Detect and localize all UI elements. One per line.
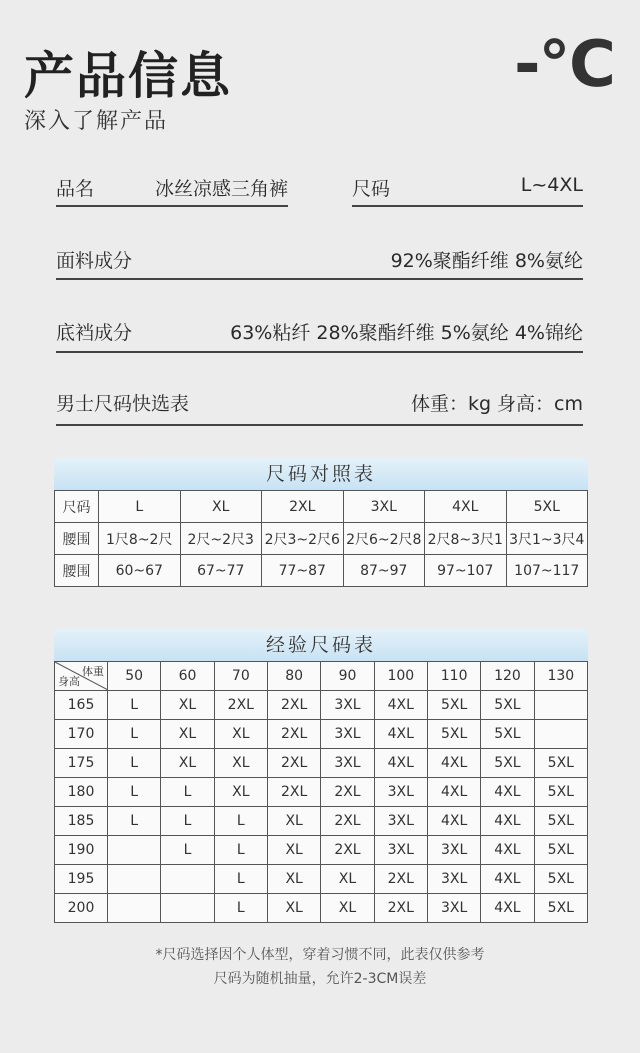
weight-header-cell: 110: [427, 662, 480, 691]
row-header-cell: 尺码: [55, 491, 99, 523]
fabric-label: 面料成分: [56, 250, 133, 272]
table-cell: 5XL: [534, 749, 587, 778]
corner-cell: [55, 662, 108, 691]
table-cell: 3尺1~3尺4: [506, 523, 588, 555]
table-cell: 4XL: [425, 491, 507, 523]
table-cell: XL: [267, 894, 320, 923]
table-cell: 2XL: [374, 865, 427, 894]
table-cell: XL: [267, 807, 320, 836]
guide-value: 体重：kg 身高：cm: [410, 393, 583, 415]
table-cell: XL: [321, 894, 374, 923]
height-header-cell: 165: [55, 691, 108, 720]
table-row: [55, 491, 588, 523]
table-row: [55, 894, 588, 923]
table-cell: L: [214, 807, 267, 836]
table-cell: 3XL: [321, 691, 374, 720]
info-row-guide: [56, 389, 583, 426]
table-cell: XL: [267, 865, 320, 894]
divider: [56, 205, 288, 207]
table-cell: 5XL: [534, 894, 587, 923]
table-cell: XL: [214, 749, 267, 778]
table-cell: L: [214, 836, 267, 865]
table-cell: 2XL: [321, 836, 374, 865]
table-cell: L: [161, 836, 214, 865]
table-cell: L: [161, 807, 214, 836]
table-cell: 4XL: [481, 836, 534, 865]
divider: [56, 278, 583, 280]
table-cell: 4XL: [481, 865, 534, 894]
table-cell: 2XL: [321, 807, 374, 836]
info-row-fabric: [56, 246, 583, 280]
table-cell: [161, 865, 214, 894]
table-row: [55, 865, 588, 894]
size-chart-title: 尺码对照表: [54, 458, 588, 490]
height-header-cell: 190: [55, 836, 108, 865]
table-row: [55, 720, 588, 749]
table-cell: XL: [180, 491, 262, 523]
fabric-value: 92%聚酯纤维 8%氨纶: [390, 250, 583, 272]
name-value: 冰丝凉感三角裤: [154, 178, 288, 200]
table-cell: 4XL: [427, 749, 480, 778]
table-cell: 2XL: [267, 778, 320, 807]
table-cell: 5XL: [481, 691, 534, 720]
table-row: [55, 555, 588, 587]
exp-chart-table: [54, 661, 588, 923]
table-cell: 5XL: [506, 491, 588, 523]
table-cell: 77~87: [262, 555, 344, 587]
page-title: 产品信息: [24, 47, 232, 105]
table-cell: 2尺3~2尺6: [262, 523, 344, 555]
height-header-cell: 195: [55, 865, 108, 894]
table-cell: 4XL: [374, 749, 427, 778]
table-cell: 5XL: [534, 807, 587, 836]
table-cell: 2尺~2尺3: [180, 523, 262, 555]
table-cell: 3XL: [427, 865, 480, 894]
row-header-cell: 腰围: [55, 555, 99, 587]
table-cell: L: [108, 807, 161, 836]
table-cell: 5XL: [534, 865, 587, 894]
weight-header-cell: 90: [321, 662, 374, 691]
table-cell: [108, 865, 161, 894]
height-header-cell: 185: [55, 807, 108, 836]
table-cell: 4XL: [427, 778, 480, 807]
table-cell: XL: [161, 720, 214, 749]
table-cell: 4XL: [481, 778, 534, 807]
name-label: 品名: [56, 178, 95, 200]
table-row: [55, 836, 588, 865]
table-cell: 67~77: [180, 555, 262, 587]
table-cell: 5XL: [481, 749, 534, 778]
crotch-value: 63%粘纤 28%聚酯纤维 5%氨纶 4%锦纶: [230, 322, 583, 344]
info-row-crotch: [56, 318, 583, 353]
table-row: [55, 691, 588, 720]
table-header-row: [55, 662, 588, 691]
table-cell: L: [214, 865, 267, 894]
table-cell: [534, 691, 587, 720]
info-row-size: [352, 174, 583, 207]
table-cell: 4XL: [481, 807, 534, 836]
corner-height-label: 身高: [58, 675, 80, 688]
table-cell: L: [99, 491, 181, 523]
table-cell: 2XL: [321, 778, 374, 807]
table-cell: 2XL: [267, 720, 320, 749]
table-cell: 4XL: [481, 894, 534, 923]
size-chart-table: [54, 490, 588, 587]
table-cell: 5XL: [481, 720, 534, 749]
table-cell: L: [108, 691, 161, 720]
table-cell: XL: [321, 865, 374, 894]
weight-header-cell: 70: [214, 662, 267, 691]
weight-header-cell: 130: [534, 662, 587, 691]
table-cell: [108, 836, 161, 865]
exp-chart-title: 经验尺码表: [54, 629, 588, 661]
table-cell: 60~67: [99, 555, 181, 587]
weight-header-cell: 100: [374, 662, 427, 691]
table-cell: 4XL: [374, 691, 427, 720]
table-cell: 4XL: [374, 720, 427, 749]
table-cell: 2尺6~2尺8: [343, 523, 425, 555]
divider: [56, 424, 583, 426]
weight-header-cell: 80: [267, 662, 320, 691]
note-line-1: *尺码选择因个人体型，穿着习惯不同，此表仅供参考: [155, 947, 485, 963]
table-cell: 2XL: [267, 749, 320, 778]
table-cell: L: [108, 720, 161, 749]
table-cell: 87~97: [343, 555, 425, 587]
table-cell: 107~117: [506, 555, 588, 587]
height-header-cell: 200: [55, 894, 108, 923]
table-cell: 5XL: [427, 720, 480, 749]
table-cell: XL: [161, 749, 214, 778]
crotch-label: 底裆成分: [56, 322, 133, 344]
table-cell: L: [108, 778, 161, 807]
table-row: [55, 778, 588, 807]
table-cell: 3XL: [374, 836, 427, 865]
table-row: [55, 807, 588, 836]
weight-header-cell: 120: [481, 662, 534, 691]
table-cell: 3XL: [374, 807, 427, 836]
table-cell: 2尺8~3尺1: [425, 523, 507, 555]
table-cell: [161, 894, 214, 923]
table-cell: XL: [214, 720, 267, 749]
height-header-cell: 170: [55, 720, 108, 749]
table-cell: 3XL: [343, 491, 425, 523]
table-cell: XL: [161, 691, 214, 720]
page-subtitle: 深入了解产品: [24, 109, 169, 134]
brand-logo: -℃: [513, 28, 614, 102]
table-cell: 2XL: [267, 691, 320, 720]
table-row: [55, 749, 588, 778]
table-cell: 1尺8~2尺: [99, 523, 181, 555]
table-row: [55, 523, 588, 555]
weight-header-cell: 60: [161, 662, 214, 691]
height-header-cell: 180: [55, 778, 108, 807]
table-cell: XL: [214, 778, 267, 807]
table-cell: 2XL: [262, 491, 344, 523]
row-header-cell: 腰围: [55, 523, 99, 555]
info-row-name: [56, 174, 288, 207]
table-cell: [108, 894, 161, 923]
table-cell: 3XL: [321, 720, 374, 749]
guide-label: 男士尺码快选表: [56, 393, 190, 415]
table-cell: XL: [267, 836, 320, 865]
size-label: 尺码: [352, 178, 391, 200]
table-cell: 3XL: [427, 894, 480, 923]
table-cell: 3XL: [427, 836, 480, 865]
table-cell: 97~107: [425, 555, 507, 587]
table-cell: 2XL: [374, 894, 427, 923]
table-cell: L: [214, 894, 267, 923]
weight-header-cell: 50: [108, 662, 161, 691]
height-header-cell: 175: [55, 749, 108, 778]
table-cell: 5XL: [534, 778, 587, 807]
size-value: L~4XL: [520, 174, 583, 196]
divider: [352, 205, 583, 207]
note-line-2: 尺码为随机抽量，允许2-3CM误差: [213, 971, 427, 987]
table-cell: 5XL: [534, 836, 587, 865]
table-cell: 3XL: [321, 749, 374, 778]
table-cell: 4XL: [427, 807, 480, 836]
corner-weight-label: 体重: [82, 665, 104, 678]
table-cell: 3XL: [374, 778, 427, 807]
table-cell: L: [108, 749, 161, 778]
table-cell: L: [161, 778, 214, 807]
table-cell: 5XL: [427, 691, 480, 720]
table-cell: [534, 720, 587, 749]
divider: [56, 351, 583, 353]
table-cell: 2XL: [214, 691, 267, 720]
